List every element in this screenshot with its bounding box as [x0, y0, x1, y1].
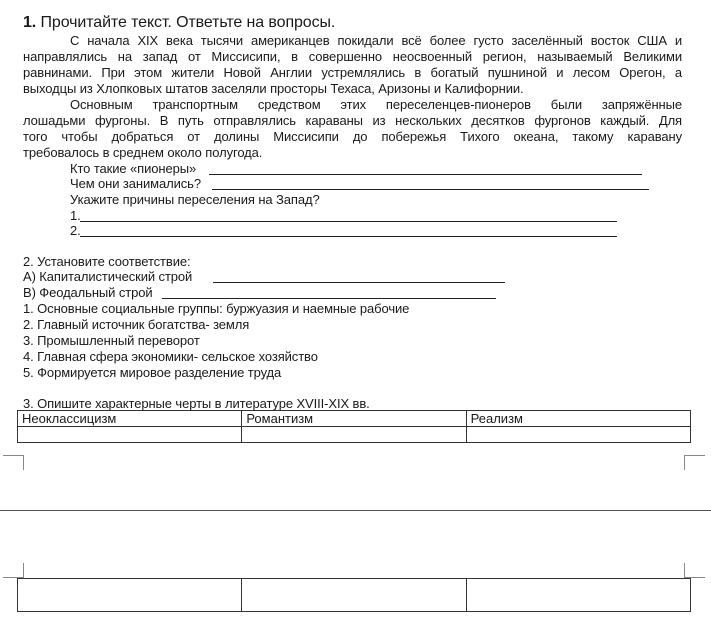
table-header-row: [18, 411, 691, 427]
match-item: 1. Основные социальные группы: буржуазия и наемные рабочие: [23, 301, 410, 316]
text-line: лошадьми фургоны. В путь отправлялись караваны из нескольких десятков фургонов каждый. Для: [23, 113, 682, 128]
column-realism: Реализм: [466, 411, 690, 427]
text-line: Основным транспортным средством этих переселенцев-пионеров были запряжённые: [70, 97, 682, 112]
question-reasons: Укажите причины переселения на Запад?: [70, 192, 320, 207]
task1-number: 1.: [23, 14, 37, 31]
page-corner-mark: [684, 455, 705, 470]
column-romanticism: Романтизм: [242, 411, 466, 427]
answer-blank-feudal[interactable]: [162, 298, 496, 299]
text-line: того чтобы добраться от долины Миссисипи до побережья Тихого океана, такому каравану: [23, 129, 682, 144]
question-pioneers: Кто такие «пионеры»: [70, 161, 197, 176]
option-capitalist: А) Капиталистический строй: [23, 269, 193, 284]
table-cell-romanticism[interactable]: [242, 427, 466, 443]
match-item: 4. Главная сфера экономики- сельское хозяйство: [23, 349, 318, 364]
table-row: [18, 427, 691, 443]
answer-blank-pioneers[interactable]: [209, 174, 642, 175]
text-line: направлялись на запад от Миссисипи, в совершенно неосвоенный регион, называемый Великими: [23, 49, 682, 64]
answer-blank-reason-1[interactable]: [80, 221, 617, 222]
question-occupation: Чем они занимались?: [70, 176, 201, 191]
page-corner-mark: [684, 563, 705, 578]
match-item: 2. Главный источник богатства- земля: [23, 317, 250, 332]
table-cell[interactable]: [18, 579, 242, 612]
task1-title: [23, 14, 335, 32]
task2-heading: 2. Установите соответствие:: [23, 254, 191, 269]
table-cell-neoclassicism[interactable]: [18, 427, 242, 443]
answer-blank-occupation[interactable]: [212, 189, 649, 190]
match-item: 3. Промышленный переворот: [23, 333, 200, 348]
text-line: требовалось в среднем около полугода.: [23, 145, 263, 160]
continued-table: [17, 578, 691, 612]
answer-blank-reason-2[interactable]: [80, 236, 617, 237]
option-feudal: В) Феодальный строй: [23, 285, 153, 300]
task3-heading: 3. Опишите характерные черты в литературе XVIII-XIX вв.: [23, 396, 370, 411]
table-cell-realism[interactable]: [466, 427, 690, 443]
page-break-line: [0, 510, 711, 511]
literature-table: [17, 410, 691, 443]
column-neoclassicism: Неоклассицизм: [18, 411, 242, 427]
text-line: равнинами. При этом жители Новой Англии устремлялись в богатый пушниной и лесом Орегон, а: [23, 65, 682, 80]
table-row: [18, 579, 691, 612]
reason-2-label: 2.: [70, 223, 81, 238]
answer-blank-capitalist[interactable]: [213, 282, 505, 283]
task1-heading: Прочитайте текст. Ответьте на вопросы.: [40, 14, 336, 31]
text-line: С начала XIX века тысячи американцев покидали всё более густо заселённый восток США и: [70, 33, 682, 48]
reason-1-label: 1.: [70, 208, 81, 223]
text-line: выходцы из Хлопковых штатов заселяли просторы Техаса, Аризоны и Калифорнии.: [23, 81, 524, 96]
page-corner-mark: [3, 455, 24, 470]
match-item: 5. Формируется мировое разделение труда: [23, 365, 282, 380]
table-cell[interactable]: [242, 579, 466, 612]
page-corner-mark: [3, 563, 24, 578]
table-cell[interactable]: [466, 579, 690, 612]
